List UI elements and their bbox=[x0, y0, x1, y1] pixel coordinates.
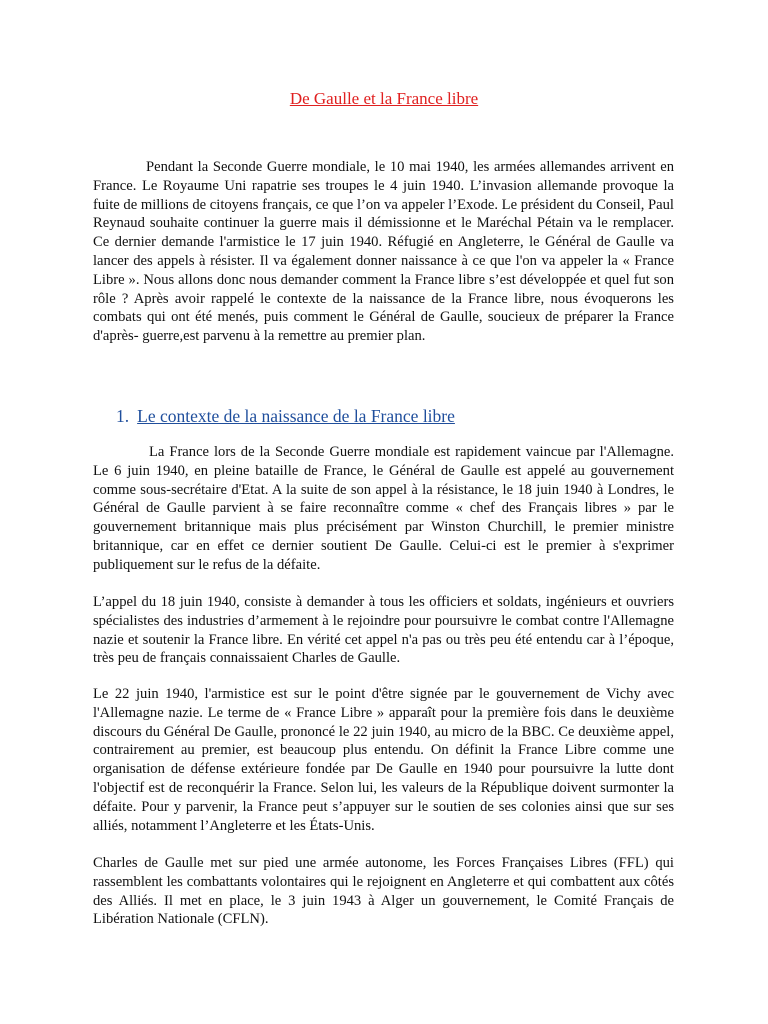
intro-paragraph: Pendant la Seconde Guerre mondiale, le 10 mai 1940, les armées allemandes arrivent en France. Le Royaume Uni rapatrie ses troupes le 4 juin 1940. L’invasion allemande provoque la fuite de millions de citoyens français, ce que l’on va appeler l’Exode. Le président du Conseil, Paul Reynaud souhaite continuer la guerre mais il démissionne et le Maréchal Pétain va le remplacer. Ce dernier demande l'armistice le 17 juin 1940. Réfugié en Angleterre, le Général de Gaulle va lancer des appels à résister. Il va également donner naissance à ce que l'on va appeler la « France Libre ». Nous allons donc nous demander comment la France libre s’est développée et quel fut son rôle ? Après avoir rappelé le contexte de la naissance de la France libre, nous évoquerons les combats qui ont été menés, puis comment le Général de Gaulle, soucieux de préparer la France d'après- guerre,est parvenu à la remettre au premier plan. bbox=[93, 159, 674, 345]
section-paragraph: L’appel du 18 juin 1940, consiste à demander à tous les officiers et soldats, ingénieurs et ouvriers spécialistes des industries d’armement à le rejoindre pour poursuivre le combat contre l'Allemagne nazie et soutenir la France libre. En vérité cet appel n'a pas ou très peu été entendu car à l’époque, très peu de français connaissaient Charles de Gaulle. bbox=[93, 594, 674, 667]
document-title: De Gaulle et la France libre bbox=[289, 89, 479, 108]
section-number: 1. bbox=[116, 406, 130, 426]
section-heading bbox=[116, 405, 455, 427]
section-paragraph: Charles de Gaulle met sur pied une armée autonome, les Forces Françaises Libres (FFL) qui rassemblent les combattants volontaires qui le rejoignent en Angleterre et qui combattent aux côtés des Alliés. Il met en place, le 3 juin 1943 à Alger un gouvernement, le Comité Français de Libération Nationale (CFLN). bbox=[93, 855, 674, 928]
section-paragraph: La France lors de la Seconde Guerre mondiale est rapidement vaincue par l'Allemagne. Le 6 juin 1940, en pleine bataille de France, le Général de Gaulle est appelé au gouvernement comme sous-secrétaire d'Etat. A la suite de son appel à la résistance, le 18 juin 1940 à Londres, le Général de Gaulle parvient à se faire reconnaître comme « chef des Français libres » par le gouvernement britannique mais plus précisément par Winston Churchill, le premier ministre britannique, car en effet ce dernier soutient De Gaulle. Celui-ci est le premier à s'exprimer publiquement sur le refus de la défaite. bbox=[93, 444, 674, 573]
section-heading-text: Le contexte de la naissance de la France libre bbox=[137, 406, 455, 426]
section-paragraph: Le 22 juin 1940, l'armistice est sur le point d'être signée par le gouvernement de Vichy avec l'Allemagne nazie. Le terme de « France Libre » apparaît pour la première fois dans le deuxième discours du Général De Gaulle, prononcé le 22 juin 1940, au micro de la BBC. Ce deuxième appel, contrairement au premier, est beaucoup plus entendu. On définit la France Libre comme une organisation de défense extérieure fondée par De Gaulle en 1940 pour poursuivre la lutte dont l'objectif est de reconquérir la France. Selon lui, les valeurs de la République doivent surmonter la défaite. Pour y parvenir, la France peut s’appuyer sur le soutien de ses colonies ainsi que sur ses alliés, notamment l’Angleterre et les États-Unis. bbox=[93, 686, 674, 834]
